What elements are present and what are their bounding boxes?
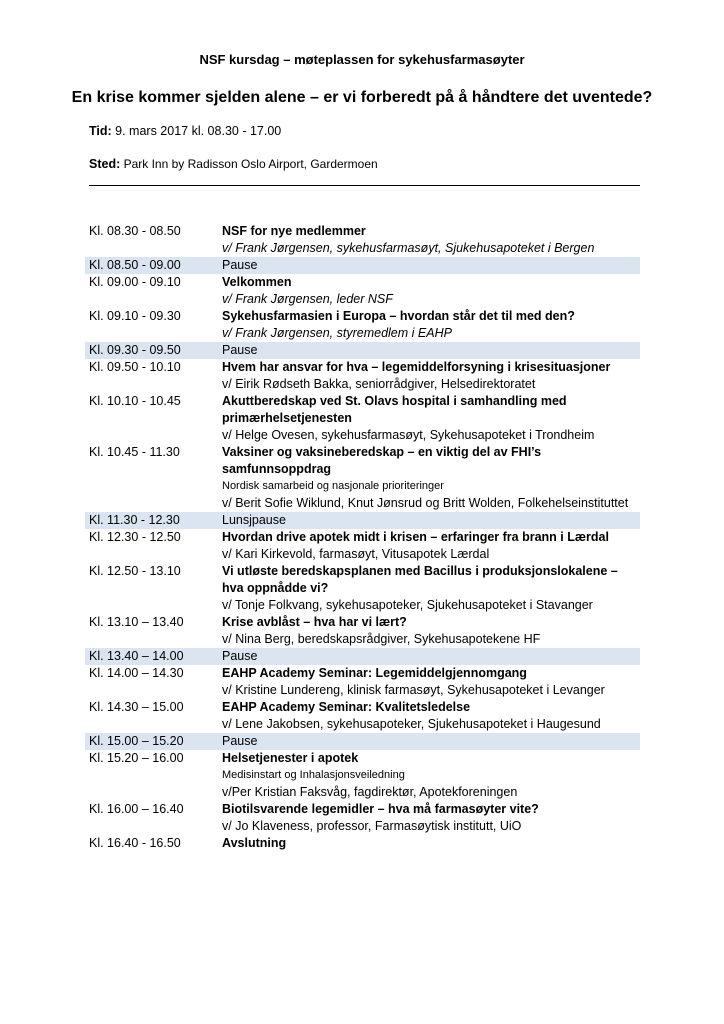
header-divider	[89, 185, 640, 186]
session-speaker: v/ Nina Berg, beredskapsrådgiver, Sykehusapotekene HF	[222, 632, 541, 646]
session-speaker: v/ Tonje Folkvang, sykehusapoteker, Sjukehusapoteket i Stavanger	[222, 598, 593, 612]
page-subtitle: En krise kommer sjelden alene – er vi forberedt på å håndtere det uventede?	[71, 89, 653, 106]
schedule-row-pause	[85, 648, 640, 665]
session-time: Kl. 16.00 – 16.40	[89, 802, 184, 816]
session-speaker: v/ Berit Sofie Wiklund, Knut Jønsrud og Britt Wolden, Folkehelseinstituttet	[222, 496, 629, 510]
session-content	[222, 648, 640, 665]
session-speaker: v/ Kristine Lundereng, klinisk farmasøyt, Sykehusapoteket i Levanger	[222, 683, 605, 697]
session-content	[222, 801, 640, 835]
schedule-row-pause	[85, 733, 640, 750]
session-time: Kl. 08.50 - 09.00	[89, 258, 181, 272]
session-title: Helsetjenester i apotek	[222, 751, 359, 765]
session-speaker: v/ Kari Kirkevold, farmasøyt, Vitusapotek Lærdal	[222, 547, 490, 561]
session-time: Kl. 09.50 - 10.10	[89, 360, 181, 374]
schedule-row-pause	[85, 342, 640, 359]
schedule-row	[85, 665, 640, 699]
schedule-row-pause	[85, 257, 640, 274]
pause-label: Lunsjpause	[222, 513, 286, 527]
session-title: EAHP Academy Seminar: Kvalitetsledelse	[222, 700, 471, 714]
schedule-row	[85, 393, 640, 444]
session-speaker: v/ Jo Klaveness, professor, Farmasøytisk institutt, UiO	[222, 819, 522, 833]
schedule-row	[85, 835, 640, 852]
schedule-row	[85, 801, 640, 835]
session-content	[222, 223, 640, 257]
session-title: Velkommen	[222, 275, 292, 289]
session-title: Krise avblåst – hva har vi lært?	[222, 615, 407, 629]
schedule-row	[85, 223, 640, 257]
page-title: NSF kursdag – møteplassen for sykehusfarmasøyter	[199, 52, 525, 67]
session-content	[222, 274, 640, 308]
session-content	[222, 614, 640, 648]
time-value: 9. mars 2017 kl. 08.30 - 17.00	[111, 124, 282, 138]
session-content	[222, 750, 640, 801]
session-time: Kl. 14.30 – 15.00	[89, 700, 184, 714]
session-content	[222, 257, 640, 274]
schedule-row	[85, 699, 640, 733]
session-time: Kl. 10.10 - 10.45	[89, 394, 181, 408]
session-title: Sykehusfarmasien i Europa – hvordan står det til med den?	[222, 309, 575, 323]
session-title: EAHP Academy Seminar: Legemiddelgjennomgang	[222, 666, 527, 680]
session-speaker: v/Per Kristian Faksvåg, fagdirektør, Apotekforeningen	[222, 785, 518, 799]
place-value: Park Inn by Radisson Oslo Airport, Gardermoen	[120, 157, 378, 171]
schedule-row	[85, 750, 640, 801]
session-title: Biotilsvarende legemidler – hva må farmasøyter vite?	[222, 802, 539, 816]
session-content	[222, 699, 640, 733]
session-time: Kl. 15.00 – 15.20	[89, 734, 184, 748]
place-info	[89, 157, 378, 171]
session-speaker: v/ Helge Ovesen, sykehusfarmasøyt, Sykehusapoteket i Trondheim	[222, 428, 595, 442]
session-content	[222, 563, 640, 614]
session-time: Kl. 09.10 - 09.30	[89, 309, 181, 323]
session-time: Kl. 11.30 - 12.30	[89, 513, 180, 527]
session-time: Kl. 10.45 - 11.30	[89, 445, 180, 459]
session-time: Kl. 13.10 – 13.40	[89, 615, 184, 629]
session-speaker: v/ Frank Jørgensen, sykehusfarmasøyt, Sjukehusapoteket i Bergen	[222, 241, 595, 255]
schedule-row	[85, 563, 640, 614]
session-note: Nordisk samarbeid og nasjonale prioriteringer	[222, 480, 444, 492]
schedule-row	[85, 359, 640, 393]
session-content	[222, 342, 640, 359]
session-title: Vi utløste beredskapsplanen med Bacillus i produksjonslokalene – hva oppnådde vi?	[222, 564, 618, 595]
session-content	[222, 665, 640, 699]
session-note: Medisinstart og Inhalasjonsveiledning	[222, 769, 405, 781]
time-label: Tid:	[89, 124, 112, 138]
session-title: Hvem har ansvar for hva – legemiddelforsyning i krisesituasjoner	[222, 360, 611, 374]
session-title: Hvordan drive apotek midt i krisen – erfaringer fra brann i Lærdal	[222, 530, 609, 544]
session-content	[222, 359, 640, 393]
session-speaker: v/ Eirik Rødseth Bakka, seniorrådgiver, Helsedirektoratet	[222, 377, 536, 391]
session-time: Kl. 14.00 – 14.30	[89, 666, 184, 680]
schedule-row	[85, 529, 640, 563]
session-speaker: v/ Lene Jakobsen, sykehusapoteker, Sjukehusapoteket i Haugesund	[222, 717, 601, 731]
session-title: Vaksiner og vaksineberedskap – en viktig del av FHI’s samfunnsoppdrag	[222, 445, 542, 476]
schedule-row	[85, 614, 640, 648]
session-time: Kl. 09.00 - 09.10	[89, 275, 181, 289]
session-title: Akuttberedskap ved St. Olavs hospital i samhandling med primærhelsetjenesten	[222, 394, 567, 425]
session-time: Kl. 13.40 – 14.00	[89, 649, 184, 663]
place-label: Sted:	[89, 157, 121, 171]
schedule-row	[85, 444, 640, 512]
schedule-row	[85, 274, 640, 308]
session-content	[222, 835, 640, 852]
schedule-table	[85, 223, 640, 852]
schedule-row	[85, 308, 640, 342]
session-content	[222, 733, 640, 750]
pause-label: Pause	[222, 258, 258, 272]
session-time: Kl. 16.40 - 16.50	[89, 836, 181, 850]
session-time: Kl. 12.30 - 12.50	[89, 530, 181, 544]
session-time: Kl. 15.20 – 16.00	[89, 751, 184, 765]
time-info	[89, 124, 281, 138]
pause-label: Pause	[222, 649, 258, 663]
session-content	[222, 308, 640, 342]
session-time: Kl. 12.50 - 13.10	[89, 564, 181, 578]
pause-label: Pause	[222, 734, 258, 748]
pause-label: Pause	[222, 343, 258, 357]
session-content	[222, 512, 640, 529]
session-speaker: v/ Frank Jørgensen, leder NSF	[222, 292, 393, 306]
session-content	[222, 444, 640, 512]
session-time: Kl. 09.30 - 09.50	[89, 343, 181, 357]
session-title: Avslutning	[222, 836, 287, 850]
schedule-row-pause	[85, 512, 640, 529]
session-speaker: v/ Frank Jørgensen, styremedlem i EAHP	[222, 326, 452, 340]
session-content	[222, 529, 640, 563]
session-time: Kl. 08.30 - 08.50	[89, 224, 181, 238]
session-content	[222, 393, 640, 444]
session-title: NSF for nye medlemmer	[222, 224, 366, 238]
